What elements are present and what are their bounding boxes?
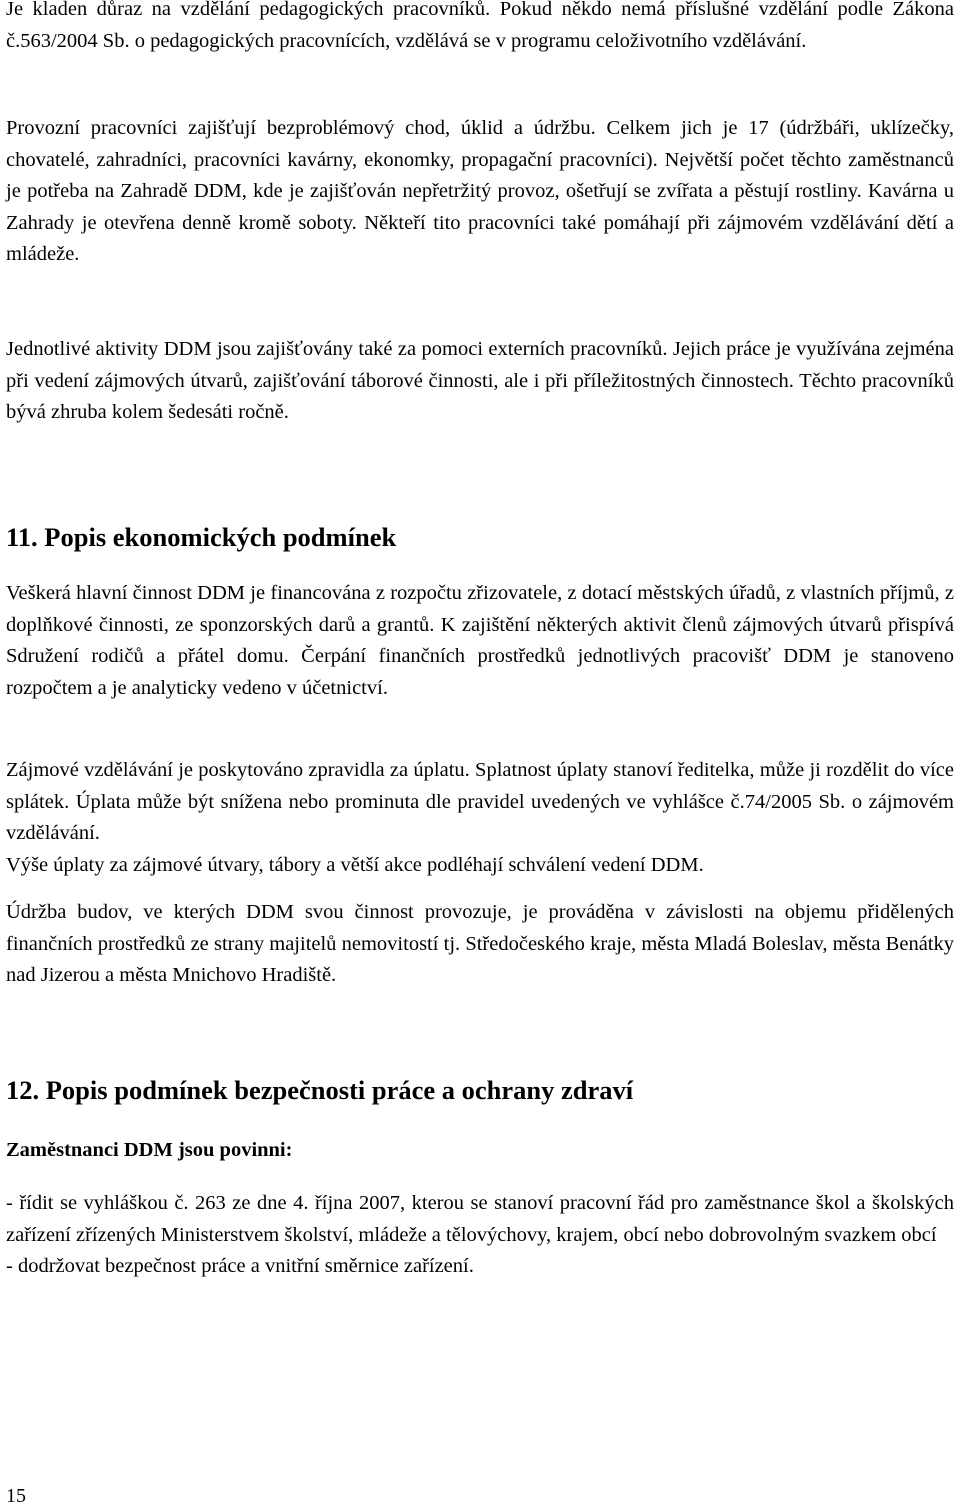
paragraph-financing xyxy=(6,578,954,704)
list-item: - řídit se vyhláškou č. 263 ze dne 4. října 2007, kterou se stanoví pracovní řád pro zaměstnance škol a školských zařízení zřízených Ministerstvem školství, mládeže a tělovýchovy, krajem, obcí nebo dobrovolným svazkem obcí xyxy=(6,1192,954,1246)
paragraph-operational-staff xyxy=(6,113,954,271)
page-number: 15 xyxy=(6,1485,26,1507)
text-fee-approval: Výše úplaty za zájmové útvary, tábory a větší akce podléhají schválení vedení DDM. xyxy=(6,853,704,876)
text-education: Je kladen důraz na vzdělání pedagogických pracovníků. Pokud někdo nemá příslušné vzdělání podle Zákona č.563/2004 Sb. o pedagogických pracovnících, vzdělává se v programu celoživotního vzdělávání. xyxy=(6,0,954,52)
paragraph-maintenance xyxy=(6,897,954,992)
obligations-list xyxy=(6,1188,954,1283)
section-11-heading: 11. Popis ekonomických podmínek xyxy=(6,522,397,552)
text-external-staff: Jednotlivé aktivity DDM jsou zajišťovány také za pomoci externích pracovníků. Jejich práce je využívána zejména při vedení zájmových útvarů, zajišťování táborové činnosti, ale i při příležitostných činnostech. Těchto pracovníků bývá zhruba kolem šedesáti ročně. xyxy=(6,338,954,423)
section-12-heading: 12. Popis podmínek bezpečnosti práce a ochrany zdraví xyxy=(6,1075,634,1105)
text-operational-staff: Provozní pracovníci zajišťují bezproblémový chod, úklid a údržbu. Celkem jich je 17 (údržbáři, uklízečky, chovatelé, zahradníci, pracovníci kavárny, ekonomky, propagační pracovníci). Největší počet těchto zaměstnanců je potřeba na Zahradě DDM, kde je zajišťován nepřetržitý provoz, ošetřují se zvířata a pěstují rostliny. Kavárna u Zahrady je otevřena denně kromě soboty. Někteří tito pracovníci také pomáhají při zájmovém vzdělávání dětí a mládeže. xyxy=(6,117,954,265)
paragraph-education xyxy=(6,0,954,57)
text-financing: Veškerá hlavní činnost DDM je financována z rozpočtu zřizovatele, z dotací městských úřadů, z vlastních příjmů, z doplňkové činnosti, ze sponzorských darů a grantů. K zajištění některých aktivit členů zájmových útvarů přispívá Sdružení rodičů a přátel domu. Čerpání finančních prostředků jednotlivých pracovišť DDM je stanoveno rozpočtem a je analyticky vedeno v účetnictví. xyxy=(6,582,954,699)
section-12-subtitle: Zaměstnanci DDM jsou povinni: xyxy=(6,1139,293,1161)
paragraph-external-staff xyxy=(6,334,954,429)
text-fees: Zájmové vzdělávání je poskytováno zpravidla za úplatu. Splatnost úplaty stanoví ředitelka, může ji rozdělit do více splátek. Úplata může být snížena nebo prominuta dle pravidel uvedených ve vyhlášce č.74/2005 Sb. o zájmovém vzdělávání. xyxy=(6,759,954,844)
text-maintenance: Údržba budov, ve kterých DDM svou činnost provozuje, je prováděna v závislosti na objemu přidělených finančních prostředků ze strany majitelů nemovitostí tj. Středočeského kraje, města Mladá Boleslav, města Benátky nad Jizerou a města Mnichovo Hradiště. xyxy=(6,901,954,986)
paragraph-fees xyxy=(6,755,954,881)
list-item: - dodržovat bezpečnost práce a vnitřní směrnice zařízení. xyxy=(6,1255,474,1277)
